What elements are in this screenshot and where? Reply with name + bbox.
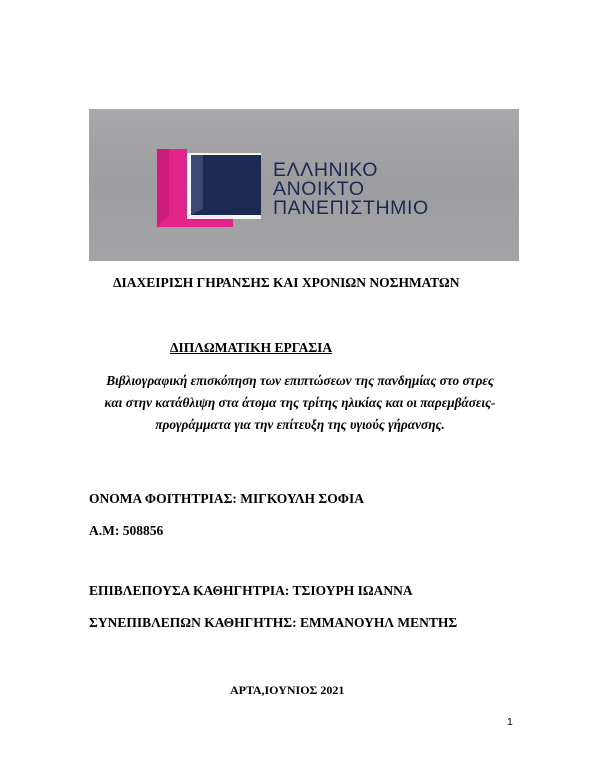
university-logo-banner [89, 109, 519, 261]
logo-line-3: ΠΑΝΕΠΙΣΤΗΜΙΟ [273, 197, 429, 219]
place-and-date: ΑΡΤΑ,ΙΟΥΝΙΟΣ 2021 [230, 683, 345, 697]
description-line-2: και στην κατάθλιψη στα άτομα της τρίτης ηλικίας και οι παρεμβάσεις- [104, 395, 496, 410]
description-line-1: Βιβλιογραφική επισκόπηση των επιπτώσεων της πανδημίας στο στρες [106, 373, 494, 388]
thesis-description [60, 370, 540, 436]
university-logo-mark-icon [157, 149, 261, 227]
logo-line-1: ΕΛΛΗΝΙΚΟ [273, 159, 379, 181]
university-logo-text [273, 161, 429, 218]
registration-number: Α.Μ: 508856 [89, 523, 164, 538]
supervisor-name: ΕΠΙΒΛΕΠΟΥΣΑ ΚΑΘΗΓΗΤΡΙΑ: ΤΣΙΟΥΡΗ ΙΩΑΝΝΑ [89, 583, 413, 598]
program-title: ΔΙΑΧΕΙΡΙΣΗ ΓΗΡΑΝΣΗΣ ΚΑΙ ΧΡΟΝΙΩΝ ΝΟΣΗΜΑΤΩΝ [113, 275, 460, 290]
page-number: 1 [507, 716, 513, 728]
logo-line-2: ΑΝΟΙΚΤΟ [273, 178, 365, 200]
student-name: ΟΝΟΜΑ ΦΟΙΤΗΤΡΙΑΣ: ΜΙΓΚΟΥΛΗ ΣΟΦΙΑ [89, 491, 364, 506]
co-supervisor-name: ΣΥΝΕΠΙΒΛΕΠΩΝ ΚΑΘΗΓΗΤΗΣ: ΕΜΜΑΝΟΥΗΛ ΜΕΝΤΗΣ [89, 615, 458, 630]
document-type-heading: ΔΙΠΛΩΜΑΤΙΚΗ ΕΡΓΑΣΙΑ [170, 340, 333, 355]
description-line-3: προγράμματα για την επίτευξη της υγιούς γήρανσης. [155, 417, 445, 432]
